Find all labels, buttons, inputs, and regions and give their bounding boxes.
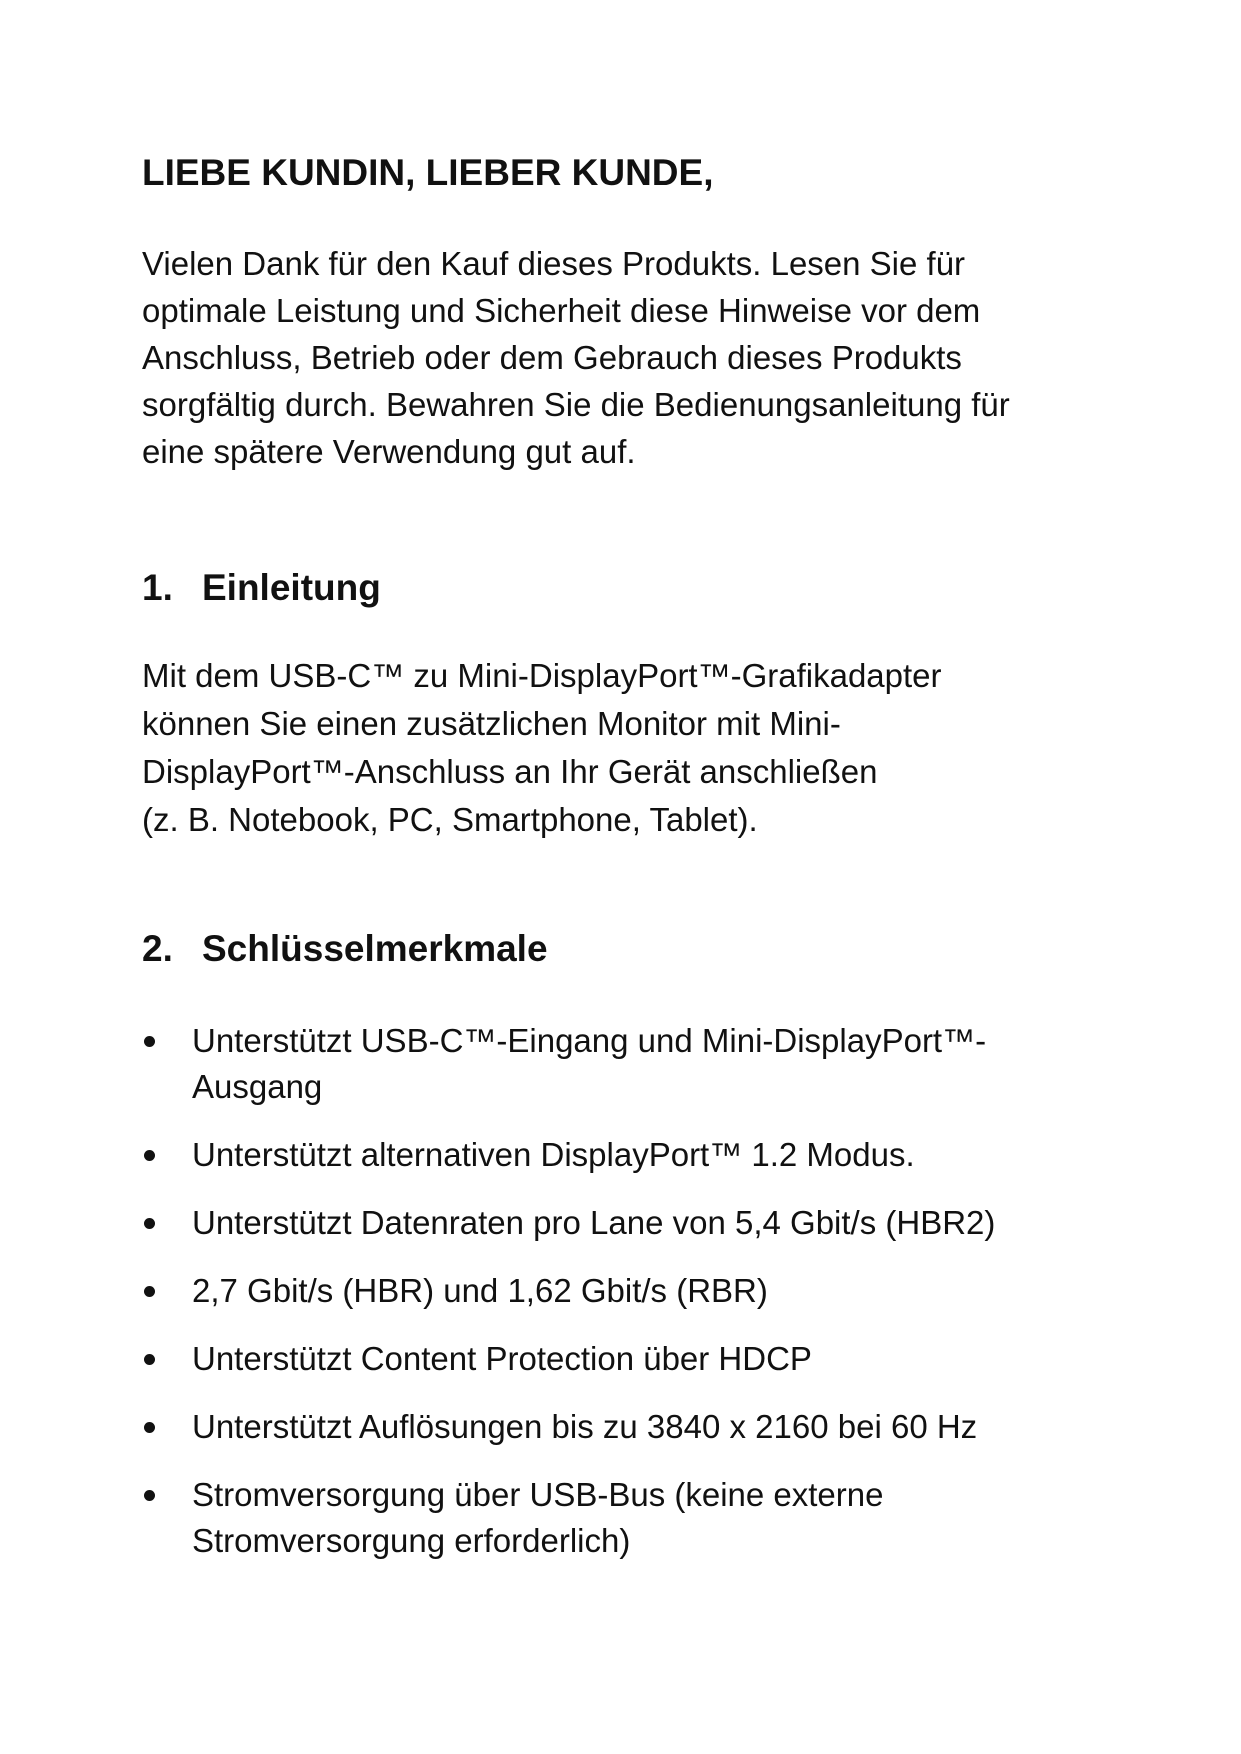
bullet-icon [144,1354,155,1365]
paragraph-line: Mit dem USB-C™ zu Mini-DisplayPort™-Grafikadapter [142,657,942,694]
bullet-icon [144,1150,155,1161]
feature-list [142,1018,1142,1586]
bullet-icon [144,1490,155,1501]
section-number: 1. [142,567,173,608]
intro-line: Anschluss, Betrieb oder dem Gebrauch dieses Produkts [142,339,962,376]
list-item [142,1018,1142,1110]
feature-text: Stromversorgung über USB-Bus (keine externe [192,1476,884,1513]
einleitung-paragraph [142,652,1142,844]
intro-line: Vielen Dank für den Kauf dieses Produkts. Lesen Sie für [142,245,966,282]
feature-text: 2,7 Gbit/s (HBR) und 1,62 Gbit/s (RBR) [192,1272,768,1309]
bullet-icon [144,1422,155,1433]
intro-paragraph [142,240,1142,475]
intro-line: optimale Leistung und Sicherheit diese Hinweise vor dem [142,292,981,329]
section-number: 2. [142,928,173,969]
paragraph-line: DisplayPort™-Anschluss an Ihr Gerät anschließen [142,753,878,790]
section-title-schluesselmerkmale [142,928,548,970]
bullet-icon [144,1218,155,1229]
intro-line: sorgfältig durch. Bewahren Sie die Bedienungsanleitung für [142,386,1010,423]
feature-text-continued: Ausgang [192,1068,323,1105]
list-item [142,1268,1142,1314]
list-item [142,1336,1142,1382]
list-item [142,1404,1142,1450]
paragraph-line: können Sie einen zusätzlichen Monitor mit Mini- [142,705,841,742]
feature-text: Unterstützt alternativen DisplayPort™ 1.2 Modus. [192,1136,915,1173]
bullet-icon [144,1286,155,1297]
greeting-heading: LIEBE KUNDIN, LIEBER KUNDE, [142,152,714,193]
feature-text: Unterstützt Datenraten pro Lane von 5,4 Gbit/s (HBR2) [192,1204,996,1241]
intro-line: eine spätere Verwendung gut auf. [142,433,636,470]
section-title-text: Schlüsselmerkmale [202,928,548,969]
section-title-einleitung [142,567,381,609]
list-item [142,1472,1142,1564]
feature-text: Unterstützt Auflösungen bis zu 3840 x 2160 bei 60 Hz [192,1408,978,1445]
feature-text-continued: Stromversorgung erforderlich) [192,1522,631,1559]
feature-text: Unterstützt Content Protection über HDCP [192,1340,812,1377]
list-item [142,1132,1142,1178]
section-title-text: Einleitung [202,567,381,608]
paragraph-line: (z. B. Notebook, PC, Smartphone, Tablet). [142,801,758,838]
list-item [142,1200,1142,1246]
bullet-icon [144,1036,155,1047]
feature-text: Unterstützt USB-C™-Eingang und Mini-DisplayPort™- [192,1022,987,1059]
